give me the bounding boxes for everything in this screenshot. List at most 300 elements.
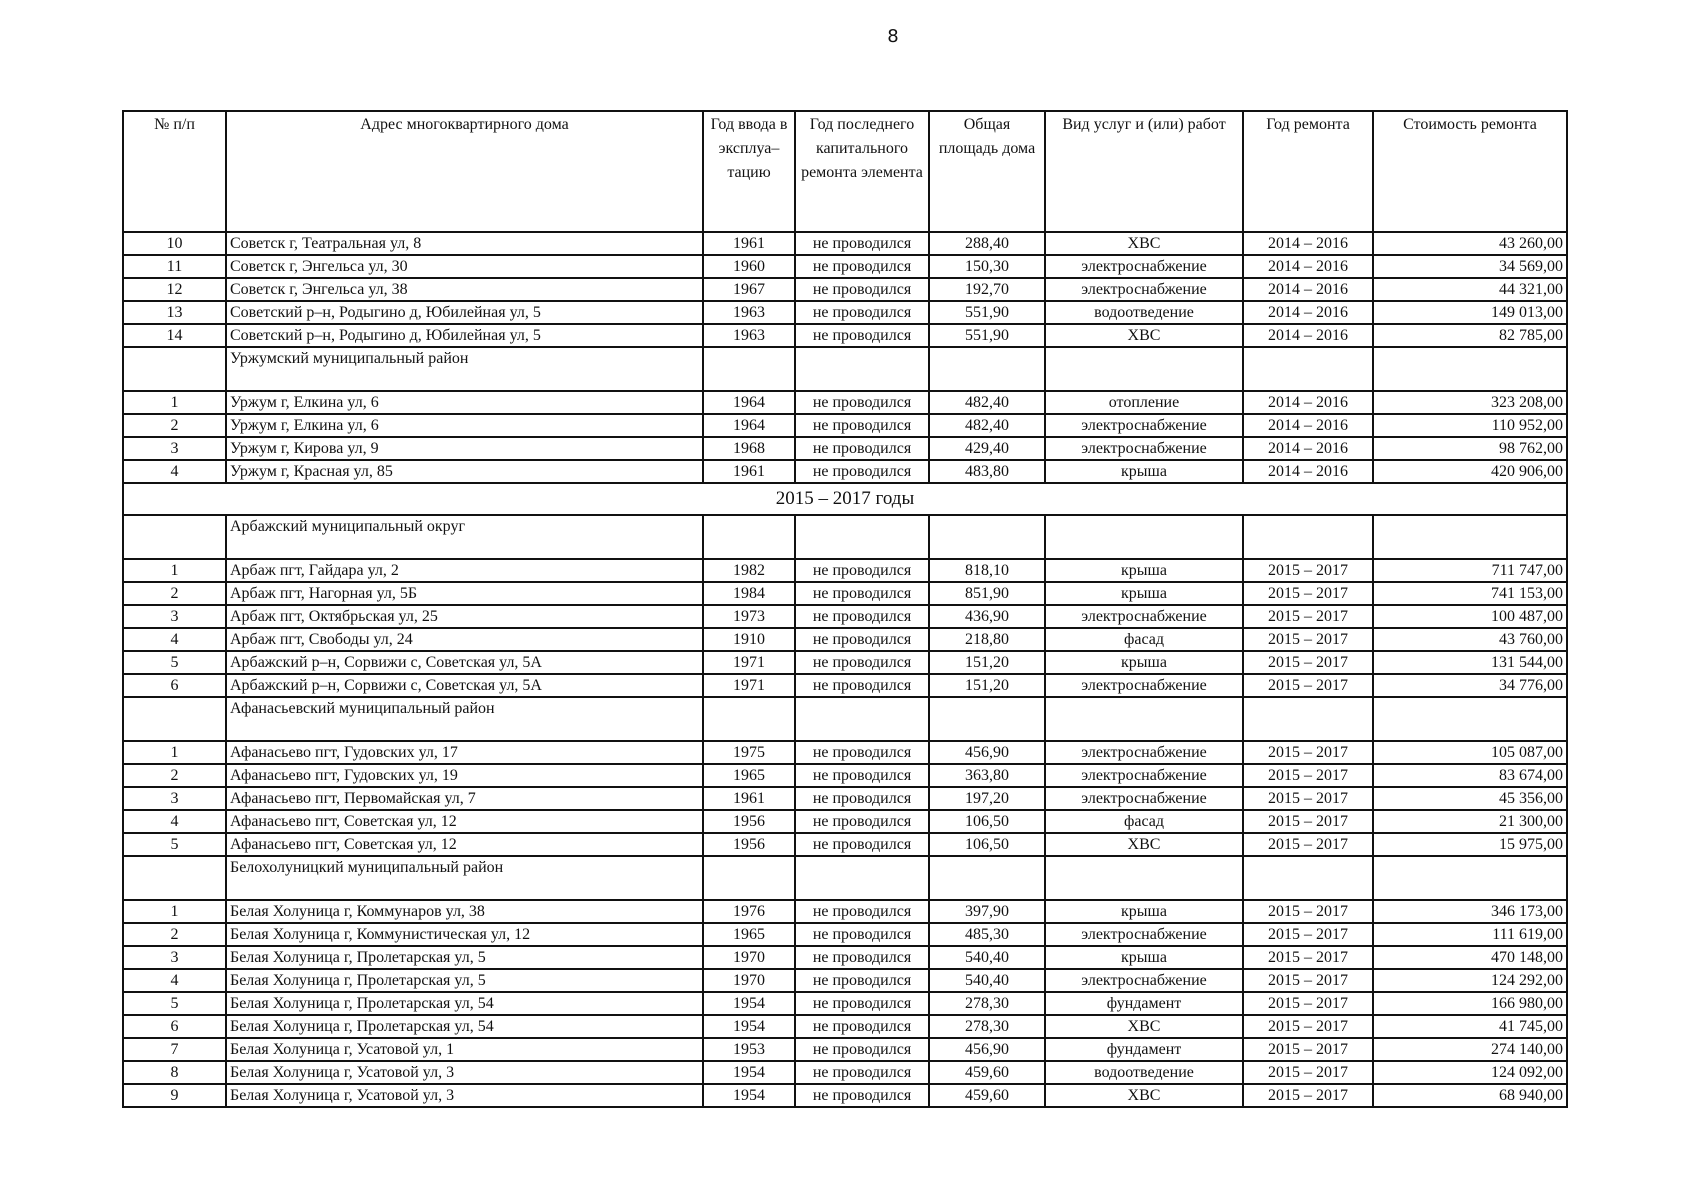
cell-last-repair: не проводился xyxy=(795,582,929,605)
cell-area: 456,90 xyxy=(929,1038,1045,1061)
empty-cell xyxy=(1243,515,1373,559)
cell-repair-year: 2015 – 2017 xyxy=(1243,651,1373,674)
district-row xyxy=(123,697,1567,741)
cell-repair-year: 2015 – 2017 xyxy=(1243,1061,1373,1084)
cell-work-type: крыша xyxy=(1045,651,1243,674)
cell-cost: 82 785,00 xyxy=(1373,324,1567,347)
cell-area: 106,50 xyxy=(929,810,1045,833)
cell-year-built: 1970 xyxy=(703,969,795,992)
cell-address: Афанасьево пгт, Советская ул, 12 xyxy=(226,810,703,833)
cell-work-type: отопление xyxy=(1045,391,1243,414)
cell-address: Белая Холуница г, Усатовой ул, 3 xyxy=(226,1084,703,1107)
district-row xyxy=(123,347,1567,391)
cell-number: 1 xyxy=(123,391,226,414)
cell-year-built: 1954 xyxy=(703,1084,795,1107)
cell-address: Белая Холуница г, Коммунистическая ул, 12 xyxy=(226,923,703,946)
cell-year-built: 1970 xyxy=(703,946,795,969)
cell-address: Белая Холуница г, Пролетарская ул, 54 xyxy=(226,992,703,1015)
cell-cost: 124 292,00 xyxy=(1373,969,1567,992)
cell-area: 429,40 xyxy=(929,437,1045,460)
cell-repair-year: 2015 – 2017 xyxy=(1243,1084,1373,1107)
cell-area: 151,20 xyxy=(929,651,1045,674)
cell-number: 9 xyxy=(123,1084,226,1107)
cell-last-repair: не проводился xyxy=(795,460,929,483)
cell-area: 397,90 xyxy=(929,900,1045,923)
table-row xyxy=(123,278,1567,301)
cell-repair-year: 2015 – 2017 xyxy=(1243,923,1373,946)
header-area: Общая площадь дома xyxy=(929,111,1045,232)
table-row xyxy=(123,946,1567,969)
table-row xyxy=(123,833,1567,856)
cell-area: 151,20 xyxy=(929,674,1045,697)
table-row xyxy=(123,741,1567,764)
cell-area: 818,10 xyxy=(929,559,1045,582)
empty-cell xyxy=(1373,856,1567,900)
empty-cell xyxy=(123,697,226,741)
empty-cell xyxy=(1373,347,1567,391)
cell-work-type: крыша xyxy=(1045,900,1243,923)
table-row xyxy=(123,437,1567,460)
cell-cost: 420 906,00 xyxy=(1373,460,1567,483)
cell-number: 1 xyxy=(123,741,226,764)
empty-cell xyxy=(703,697,795,741)
cell-work-type: электроснабжение xyxy=(1045,969,1243,992)
empty-cell xyxy=(795,697,929,741)
cell-year-built: 1964 xyxy=(703,391,795,414)
cell-address: Белая Холуница г, Усатовой ул, 1 xyxy=(226,1038,703,1061)
cell-number: 6 xyxy=(123,1015,226,1038)
cell-cost: 124 092,00 xyxy=(1373,1061,1567,1084)
cell-year-built: 1954 xyxy=(703,1015,795,1038)
cell-last-repair: не проводился xyxy=(795,414,929,437)
cell-cost: 711 747,00 xyxy=(1373,559,1567,582)
cell-cost: 149 013,00 xyxy=(1373,301,1567,324)
cell-repair-year: 2014 – 2016 xyxy=(1243,278,1373,301)
cell-number: 1 xyxy=(123,559,226,582)
cell-work-type: фундамент xyxy=(1045,1038,1243,1061)
table-row xyxy=(123,1038,1567,1061)
cell-work-type: фундамент xyxy=(1045,992,1243,1015)
cell-year-built: 1961 xyxy=(703,232,795,255)
header-cost: Стоимость ремонта xyxy=(1373,111,1567,232)
cell-year-built: 1984 xyxy=(703,582,795,605)
header-address: Адрес многоквартирного дома xyxy=(226,111,703,232)
cell-cost: 100 487,00 xyxy=(1373,605,1567,628)
cell-number: 4 xyxy=(123,628,226,651)
cell-last-repair: не проводился xyxy=(795,301,929,324)
cell-year-built: 1964 xyxy=(703,414,795,437)
cell-repair-year: 2015 – 2017 xyxy=(1243,605,1373,628)
cell-repair-year: 2015 – 2017 xyxy=(1243,900,1373,923)
empty-cell xyxy=(929,856,1045,900)
empty-cell xyxy=(929,697,1045,741)
cell-work-type: электроснабжение xyxy=(1045,741,1243,764)
cell-repair-year: 2015 – 2017 xyxy=(1243,674,1373,697)
cell-number: 14 xyxy=(123,324,226,347)
cell-address: Афанасьево пгт, Первомайская ул, 7 xyxy=(226,787,703,810)
cell-work-type: крыша xyxy=(1045,460,1243,483)
cell-cost: 83 674,00 xyxy=(1373,764,1567,787)
cell-cost: 43 760,00 xyxy=(1373,628,1567,651)
cell-last-repair: не проводился xyxy=(795,324,929,347)
empty-cell xyxy=(1045,347,1243,391)
cell-address: Белая Холуница г, Усатовой ул, 3 xyxy=(226,1061,703,1084)
cell-repair-year: 2014 – 2016 xyxy=(1243,391,1373,414)
cell-address: Белая Холуница г, Пролетарская ул, 5 xyxy=(226,969,703,992)
table-row xyxy=(123,969,1567,992)
cell-area: 851,90 xyxy=(929,582,1045,605)
cell-year-built: 1960 xyxy=(703,255,795,278)
cell-number: 13 xyxy=(123,301,226,324)
cell-work-type: электроснабжение xyxy=(1045,674,1243,697)
cell-work-type: электроснабжение xyxy=(1045,764,1243,787)
table-row xyxy=(123,1015,1567,1038)
cell-year-built: 1963 xyxy=(703,324,795,347)
cell-area: 551,90 xyxy=(929,301,1045,324)
cell-cost: 110 952,00 xyxy=(1373,414,1567,437)
cell-cost: 274 140,00 xyxy=(1373,1038,1567,1061)
cell-repair-year: 2015 – 2017 xyxy=(1243,741,1373,764)
cell-year-built: 1971 xyxy=(703,674,795,697)
cell-year-built: 1953 xyxy=(703,1038,795,1061)
empty-cell xyxy=(795,856,929,900)
cell-work-type: электроснабжение xyxy=(1045,255,1243,278)
cell-last-repair: не проводился xyxy=(795,1061,929,1084)
empty-cell xyxy=(703,347,795,391)
table-row xyxy=(123,900,1567,923)
cell-last-repair: не проводился xyxy=(795,391,929,414)
cell-year-built: 1975 xyxy=(703,741,795,764)
cell-number: 4 xyxy=(123,969,226,992)
table-row xyxy=(123,460,1567,483)
cell-repair-year: 2014 – 2016 xyxy=(1243,324,1373,347)
cell-address: Белая Холуница г, Коммунаров ул, 38 xyxy=(226,900,703,923)
cell-number: 1 xyxy=(123,900,226,923)
cell-area: 540,40 xyxy=(929,946,1045,969)
cell-year-built: 1963 xyxy=(703,301,795,324)
header-number: № п/п xyxy=(123,111,226,232)
cell-work-type: ХВС xyxy=(1045,324,1243,347)
cell-cost: 166 980,00 xyxy=(1373,992,1567,1015)
cell-cost: 45 356,00 xyxy=(1373,787,1567,810)
cell-address: Арбажский р–н, Сорвижи с, Советская ул, 5А xyxy=(226,674,703,697)
cell-work-type: крыша xyxy=(1045,582,1243,605)
cell-year-built: 1971 xyxy=(703,651,795,674)
cell-area: 106,50 xyxy=(929,833,1045,856)
cell-last-repair: не проводился xyxy=(795,787,929,810)
cell-year-built: 1961 xyxy=(703,460,795,483)
cell-number: 6 xyxy=(123,674,226,697)
cell-area: 150,30 xyxy=(929,255,1045,278)
cell-address: Советский р–н, Родыгино д, Юбилейная ул, 5 xyxy=(226,324,703,347)
empty-cell xyxy=(123,856,226,900)
empty-cell xyxy=(929,515,1045,559)
cell-number: 5 xyxy=(123,651,226,674)
empty-cell xyxy=(123,515,226,559)
empty-cell xyxy=(795,515,929,559)
table-row xyxy=(123,391,1567,414)
cell-work-type: ХВС xyxy=(1045,232,1243,255)
cell-year-built: 1965 xyxy=(703,764,795,787)
cell-cost: 470 148,00 xyxy=(1373,946,1567,969)
district-name: Афанасьевский муниципальный район xyxy=(226,697,703,741)
cell-last-repair: не проводился xyxy=(795,674,929,697)
empty-cell xyxy=(1373,697,1567,741)
district-name: Арбажский муниципальный округ xyxy=(226,515,703,559)
cell-number: 2 xyxy=(123,414,226,437)
cell-cost: 741 153,00 xyxy=(1373,582,1567,605)
cell-area: 436,90 xyxy=(929,605,1045,628)
cell-number: 3 xyxy=(123,946,226,969)
cell-address: Советск г, Энгельса ул, 38 xyxy=(226,278,703,301)
cell-repair-year: 2015 – 2017 xyxy=(1243,764,1373,787)
empty-cell xyxy=(1045,697,1243,741)
table-row xyxy=(123,923,1567,946)
cell-year-built: 1954 xyxy=(703,992,795,1015)
cell-address: Уржум г, Елкина ул, 6 xyxy=(226,414,703,437)
cell-year-built: 1976 xyxy=(703,900,795,923)
cell-area: 459,60 xyxy=(929,1061,1045,1084)
empty-cell xyxy=(123,347,226,391)
cell-address: Арбаж пгт, Нагорная ул, 5Б xyxy=(226,582,703,605)
header-last-repair: Год последнего капитального ремонта элемента xyxy=(795,111,929,232)
cell-area: 482,40 xyxy=(929,414,1045,437)
cell-number: 2 xyxy=(123,582,226,605)
header-year-built: Год ввода в эксплуа– тацию xyxy=(703,111,795,232)
table-row xyxy=(123,1084,1567,1107)
cell-area: 278,30 xyxy=(929,992,1045,1015)
cell-last-repair: не проводился xyxy=(795,764,929,787)
district-name: Белохолуницкий муниципальный район xyxy=(226,856,703,900)
cell-repair-year: 2015 – 2017 xyxy=(1243,992,1373,1015)
cell-repair-year: 2015 – 2017 xyxy=(1243,582,1373,605)
cell-repair-year: 2015 – 2017 xyxy=(1243,1015,1373,1038)
cell-cost: 41 745,00 xyxy=(1373,1015,1567,1038)
header-repair-year: Год ремонта xyxy=(1243,111,1373,232)
cell-year-built: 1956 xyxy=(703,810,795,833)
table-body xyxy=(123,232,1567,1107)
cell-last-repair: не проводился xyxy=(795,992,929,1015)
cell-area: 540,40 xyxy=(929,969,1045,992)
cell-repair-year: 2014 – 2016 xyxy=(1243,301,1373,324)
cell-number: 3 xyxy=(123,437,226,460)
cell-year-built: 1961 xyxy=(703,787,795,810)
table-row xyxy=(123,301,1567,324)
empty-cell xyxy=(1243,697,1373,741)
cell-number: 5 xyxy=(123,992,226,1015)
repair-table xyxy=(122,110,1568,1108)
cell-cost: 346 173,00 xyxy=(1373,900,1567,923)
table-row xyxy=(123,674,1567,697)
cell-number: 4 xyxy=(123,810,226,833)
cell-work-type: электроснабжение xyxy=(1045,605,1243,628)
cell-last-repair: не проводился xyxy=(795,232,929,255)
cell-area: 483,80 xyxy=(929,460,1045,483)
empty-cell xyxy=(703,856,795,900)
cell-work-type: электроснабжение xyxy=(1045,278,1243,301)
cell-area: 197,20 xyxy=(929,787,1045,810)
cell-repair-year: 2015 – 2017 xyxy=(1243,628,1373,651)
period-row xyxy=(123,483,1567,515)
cell-year-built: 1973 xyxy=(703,605,795,628)
district-row xyxy=(123,515,1567,559)
cell-address: Уржум г, Кирова ул, 9 xyxy=(226,437,703,460)
period-title: 2015 – 2017 годы xyxy=(123,483,1567,515)
table-row xyxy=(123,255,1567,278)
cell-cost: 98 762,00 xyxy=(1373,437,1567,460)
cell-work-type: электроснабжение xyxy=(1045,437,1243,460)
cell-area: 456,90 xyxy=(929,741,1045,764)
cell-repair-year: 2015 – 2017 xyxy=(1243,559,1373,582)
cell-year-built: 1910 xyxy=(703,628,795,651)
cell-work-type: ХВС xyxy=(1045,1015,1243,1038)
cell-year-built: 1967 xyxy=(703,278,795,301)
empty-cell xyxy=(1045,856,1243,900)
cell-number: 10 xyxy=(123,232,226,255)
cell-work-type: фасад xyxy=(1045,628,1243,651)
empty-cell xyxy=(1373,515,1567,559)
cell-cost: 15 975,00 xyxy=(1373,833,1567,856)
cell-address: Арбажский р–н, Сорвижи с, Советская ул, 5А xyxy=(226,651,703,674)
page-number: 8 xyxy=(887,26,899,47)
cell-number: 3 xyxy=(123,605,226,628)
cell-cost: 105 087,00 xyxy=(1373,741,1567,764)
empty-cell xyxy=(1243,856,1373,900)
cell-number: 4 xyxy=(123,460,226,483)
cell-number: 2 xyxy=(123,923,226,946)
cell-area: 551,90 xyxy=(929,324,1045,347)
cell-number: 7 xyxy=(123,1038,226,1061)
table-row xyxy=(123,324,1567,347)
empty-cell xyxy=(703,515,795,559)
cell-last-repair: не проводился xyxy=(795,1015,929,1038)
cell-address: Уржум г, Елкина ул, 6 xyxy=(226,391,703,414)
cell-repair-year: 2014 – 2016 xyxy=(1243,255,1373,278)
cell-last-repair: не проводился xyxy=(795,628,929,651)
table-row xyxy=(123,787,1567,810)
cell-number: 12 xyxy=(123,278,226,301)
cell-address: Афанасьево пгт, Гудовских ул, 19 xyxy=(226,764,703,787)
cell-work-type: электроснабжение xyxy=(1045,787,1243,810)
cell-repair-year: 2015 – 2017 xyxy=(1243,810,1373,833)
cell-number: 2 xyxy=(123,764,226,787)
cell-repair-year: 2015 – 2017 xyxy=(1243,969,1373,992)
cell-work-type: крыша xyxy=(1045,946,1243,969)
header-row xyxy=(123,111,1567,232)
cell-cost: 68 940,00 xyxy=(1373,1084,1567,1107)
table-row xyxy=(123,1061,1567,1084)
cell-last-repair: не проводился xyxy=(795,946,929,969)
cell-area: 288,40 xyxy=(929,232,1045,255)
empty-cell xyxy=(1243,347,1373,391)
cell-area: 192,70 xyxy=(929,278,1045,301)
cell-year-built: 1965 xyxy=(703,923,795,946)
cell-area: 485,30 xyxy=(929,923,1045,946)
cell-last-repair: не проводился xyxy=(795,900,929,923)
cell-year-built: 1968 xyxy=(703,437,795,460)
cell-address: Арбаж пгт, Свободы ул, 24 xyxy=(226,628,703,651)
cell-number: 5 xyxy=(123,833,226,856)
cell-cost: 34 776,00 xyxy=(1373,674,1567,697)
cell-work-type: ХВС xyxy=(1045,1084,1243,1107)
cell-repair-year: 2014 – 2016 xyxy=(1243,460,1373,483)
cell-work-type: ХВС xyxy=(1045,833,1243,856)
cell-last-repair: не проводился xyxy=(795,255,929,278)
cell-area: 363,80 xyxy=(929,764,1045,787)
cell-cost: 131 544,00 xyxy=(1373,651,1567,674)
cell-year-built: 1954 xyxy=(703,1061,795,1084)
table-row xyxy=(123,651,1567,674)
cell-cost: 43 260,00 xyxy=(1373,232,1567,255)
cell-last-repair: не проводился xyxy=(795,651,929,674)
cell-number: 8 xyxy=(123,1061,226,1084)
cell-last-repair: не проводился xyxy=(795,278,929,301)
cell-work-type: электроснабжение xyxy=(1045,414,1243,437)
cell-cost: 21 300,00 xyxy=(1373,810,1567,833)
cell-area: 482,40 xyxy=(929,391,1045,414)
cell-address: Уржум г, Красная ул, 85 xyxy=(226,460,703,483)
cell-area: 459,60 xyxy=(929,1084,1045,1107)
cell-cost: 111 619,00 xyxy=(1373,923,1567,946)
table-row xyxy=(123,414,1567,437)
cell-address: Афанасьево пгт, Советская ул, 12 xyxy=(226,833,703,856)
cell-repair-year: 2015 – 2017 xyxy=(1243,1038,1373,1061)
table-row xyxy=(123,628,1567,651)
cell-last-repair: не проводился xyxy=(795,1084,929,1107)
cell-year-built: 1956 xyxy=(703,833,795,856)
table-row xyxy=(123,992,1567,1015)
cell-last-repair: не проводился xyxy=(795,605,929,628)
cell-repair-year: 2015 – 2017 xyxy=(1243,787,1373,810)
cell-repair-year: 2015 – 2017 xyxy=(1243,833,1373,856)
header-work-type: Вид услуг и (или) работ xyxy=(1045,111,1243,232)
cell-address: Афанасьево пгт, Гудовских ул, 17 xyxy=(226,741,703,764)
cell-last-repair: не проводился xyxy=(795,741,929,764)
cell-cost: 44 321,00 xyxy=(1373,278,1567,301)
table-row xyxy=(123,232,1567,255)
cell-cost: 323 208,00 xyxy=(1373,391,1567,414)
cell-work-type: фасад xyxy=(1045,810,1243,833)
empty-cell xyxy=(1045,515,1243,559)
district-name: Уржумский муниципальный район xyxy=(226,347,703,391)
cell-cost: 34 569,00 xyxy=(1373,255,1567,278)
cell-repair-year: 2015 – 2017 xyxy=(1243,946,1373,969)
cell-last-repair: не проводился xyxy=(795,1038,929,1061)
table-row xyxy=(123,764,1567,787)
cell-work-type: электроснабжение xyxy=(1045,923,1243,946)
cell-work-type: водоотведение xyxy=(1045,301,1243,324)
cell-address: Белая Холуница г, Пролетарская ул, 5 xyxy=(226,946,703,969)
cell-address: Советск г, Энгельса ул, 30 xyxy=(226,255,703,278)
empty-cell xyxy=(795,347,929,391)
cell-address: Арбаж пгт, Гайдара ул, 2 xyxy=(226,559,703,582)
cell-work-type: водоотведение xyxy=(1045,1061,1243,1084)
district-row xyxy=(123,856,1567,900)
table-row xyxy=(123,605,1567,628)
cell-last-repair: не проводился xyxy=(795,969,929,992)
cell-area: 218,80 xyxy=(929,628,1045,651)
table-row xyxy=(123,559,1567,582)
table-row xyxy=(123,582,1567,605)
cell-repair-year: 2014 – 2016 xyxy=(1243,414,1373,437)
empty-cell xyxy=(929,347,1045,391)
cell-last-repair: не проводился xyxy=(795,923,929,946)
cell-work-type: крыша xyxy=(1045,559,1243,582)
cell-last-repair: не проводился xyxy=(795,559,929,582)
cell-last-repair: не проводился xyxy=(795,833,929,856)
cell-repair-year: 2014 – 2016 xyxy=(1243,437,1373,460)
cell-area: 278,30 xyxy=(929,1015,1045,1038)
